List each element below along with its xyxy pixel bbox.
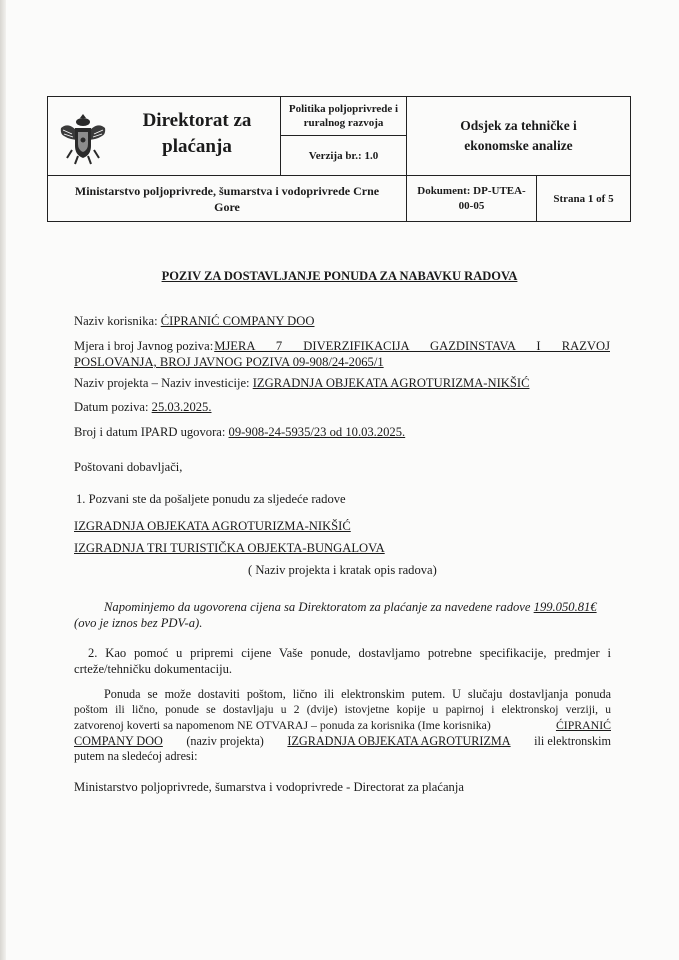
submission-line1: Ponuda se može dostaviti poštom, lično ili elektronskim putem. U slučaju dostavljanja ponuda [104, 687, 611, 701]
measure-value-line2: POSLOVANJA, BROJ JAVNOG POZIVA 09-908/24-2065/1 [74, 355, 384, 369]
submission-line3a: zatvorenoj koverti sa napomenom NE OTVARAJ – ponuda za korisnika (Ime korisnika) [74, 718, 491, 732]
date-value: 25.03.2025. [151, 400, 212, 414]
submission-line4b: (naziv projekta) [186, 733, 264, 748]
document-line2: 00-05 [458, 199, 485, 212]
department-cell [406, 96, 631, 176]
delivery-address: Ministarstvo poljoprivrede, šumarstva i vodoprivrede - Directorat za plaćanja [74, 780, 464, 794]
works-line-2: IZGRADNJA TRI TURISTIČKA OBJEKTA-BUNGALOVA [74, 541, 385, 555]
department-line2: ekonomske analize [464, 138, 573, 153]
page-edge [0, 0, 6, 960]
document-line1: Dokument: DP-UTEA- [417, 184, 526, 197]
price-note-text: Napominjemo da ugovorena cijena sa Direktoratom za plaćanje za navedene radove [104, 600, 531, 614]
beneficiary-label: Naziv korisnika: [74, 314, 158, 328]
item-2 [74, 645, 611, 677]
org-title-line2: plaćanja [162, 136, 232, 157]
submission-line4d: ili elektronskim [534, 733, 611, 748]
price-note-line2: (ovo je iznos bez PDV-a). [74, 616, 203, 630]
org-title-line1: Direktorat za [142, 110, 252, 131]
price-note-amount: 199.050.81€ [533, 600, 597, 614]
department-line1: Odsjek za tehničke i [460, 118, 577, 133]
submission-line3b: ĆIPRANIĆ [555, 718, 611, 732]
date-label: Datum poziva: [74, 400, 149, 414]
ministry-line1: Ministarstvo poljoprivrede, šumarstva i vodoprivrede Crne [74, 183, 380, 198]
date-line [74, 399, 211, 415]
document-title: POZIV ZA DOSTAVLJANJE PONUDA ZA NABAVKU RADOVA [161, 269, 518, 283]
measure-label: Mjera i broj Javnog poziva: [74, 339, 214, 353]
project-value: IZGRADNJA OBJEKATA AGROTURIZMA-NIKŠIĆ [252, 376, 530, 390]
submission-line4c: IZGRADNJA OBJEKATA AGROTURIZMA [287, 733, 511, 748]
contract-line [74, 424, 405, 440]
item-1: 1. Pozvani ste da pošaljete ponudu za sljedeće radove [76, 492, 346, 506]
submission-line2: poštom ili lično, ponude se dostavljaju u 2 (dvije) istovjetne kopije u papirnoj i elektronskoj verziji, u [74, 703, 611, 716]
policy-line1: Politika poljoprivrede i [288, 103, 399, 115]
salutation: Poštovani dobavljači, [74, 460, 183, 474]
submission-line5: putem na sledećoj adresi: [74, 749, 198, 763]
org-title [112, 108, 282, 160]
project-label: Naziv projekta – Naziv investicije: [74, 376, 250, 390]
measure-line [74, 338, 610, 370]
ministry-line2: Gore [214, 199, 240, 214]
works-line-1: IZGRADNJA OBJEKATA AGROTURIZMA-NIKŠIĆ [74, 519, 351, 533]
submission-paragraph [74, 687, 611, 765]
beneficiary-line [74, 313, 314, 329]
version-label: Verzija br.: 1.0 [308, 149, 379, 162]
project-line [74, 375, 529, 391]
beneficiary-value: ĆIPRANIĆ COMPANY DOO [160, 314, 315, 328]
document-cell [406, 175, 537, 222]
price-note [74, 599, 614, 631]
works-caption: ( Naziv projekta i kratak opis radova) [248, 563, 437, 577]
policy-line2: ruralnog razvoja [303, 117, 384, 129]
item-2-line1: 2. Kao pomoć u pripremi cijene Vaše ponude, dostavljamo potrebne specifikacije, predmjer i [88, 646, 611, 660]
ministry-cell [47, 175, 407, 222]
page-number: Strana 1 of 5 [553, 192, 614, 205]
contract-value: 09-908-24-5935/23 od 10.03.2025. [228, 425, 406, 439]
version-cell [280, 135, 407, 176]
contract-label: Broj i datum IPARD ugovora: [74, 425, 226, 439]
policy-cell [280, 96, 407, 136]
item-2-line2: crteže/tehničku dokumentaciju. [74, 662, 233, 676]
page-cell [536, 175, 631, 222]
measure-value-line1: MJERA 7 DIVERZIFIKACIJA GAZDINSTAVA I RAZVOJ [214, 339, 610, 353]
coat-of-arms-icon [58, 110, 108, 166]
submission-line4a: COMPANY DOO [74, 733, 163, 748]
